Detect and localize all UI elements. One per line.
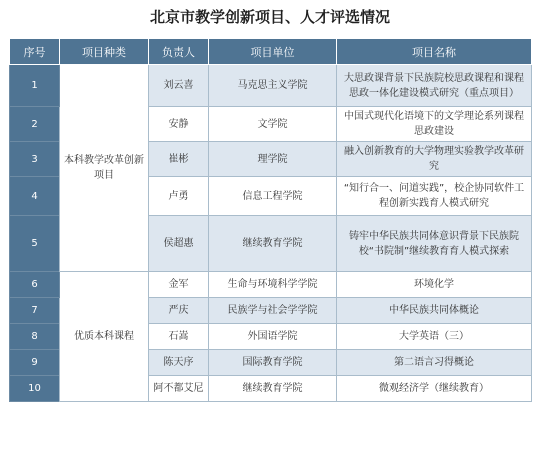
project-name-cell: 中国式现代化语境下的文学理论系列课程思政建设: [337, 107, 532, 142]
person-cell: 金军: [149, 272, 209, 298]
table-row: [10, 272, 532, 298]
column-header-category: 项目种类: [60, 39, 149, 65]
row-number: 2: [10, 107, 60, 142]
category-cell: 优质本科课程: [60, 272, 149, 402]
column-header-name: 项目名称: [337, 39, 532, 65]
person-cell: 陈天序: [149, 350, 209, 376]
project-name-cell: 大学英语（三）: [337, 324, 532, 350]
unit-cell: 信息工程学院: [209, 177, 337, 216]
project-name-cell: 环境化学: [337, 272, 532, 298]
project-name-cell: “知行合一、问道实践”，校企协同软件工程创新实践育人模式研究: [337, 177, 532, 216]
person-cell: 严庆: [149, 298, 209, 324]
person-cell: 侯超惠: [149, 216, 209, 272]
table-header-row: [10, 39, 532, 65]
unit-cell: 文学院: [209, 107, 337, 142]
column-header-person: 负责人: [149, 39, 209, 65]
category-cell: 本科教学改革创新项目: [60, 65, 149, 272]
project-name-cell: 大思政课背景下民族院校思政课程和课程思政一体化建设模式研究（重点项目）: [337, 65, 532, 107]
unit-cell: 外国语学院: [209, 324, 337, 350]
person-cell: 阿不都艾尼: [149, 376, 209, 402]
row-number: 7: [10, 298, 60, 324]
unit-cell: 生命与环境科学学院: [209, 272, 337, 298]
row-number: 3: [10, 142, 60, 177]
project-name-cell: 微观经济学（继续教育）: [337, 376, 532, 402]
row-number: 6: [10, 272, 60, 298]
unit-cell: 马克思主义学院: [209, 65, 337, 107]
unit-cell: 国际教育学院: [209, 350, 337, 376]
person-cell: 刘云喜: [149, 65, 209, 107]
row-number: 10: [10, 376, 60, 402]
person-cell: 卢勇: [149, 177, 209, 216]
project-name-cell: 融入创新教育的大学物理实验教学改革研究: [337, 142, 532, 177]
row-number: 1: [10, 65, 60, 107]
project-name-cell: 第二语言习得概论: [337, 350, 532, 376]
row-number: 4: [10, 177, 60, 216]
table-row: [10, 65, 532, 107]
project-name-cell: 中华民族共同体概论: [337, 298, 532, 324]
person-cell: 安静: [149, 107, 209, 142]
unit-cell: 民族学与社会学学院: [209, 298, 337, 324]
page-title: 北京市教学创新项目、人才评选情况: [149, 8, 390, 26]
column-header-unit: 项目单位: [209, 39, 337, 65]
project-table: [9, 38, 532, 402]
project-name-cell: 铸牢中华民族共同体意识背景下民族院校“书院制”继续教育育人模式探索: [337, 216, 532, 272]
column-header-seq: 序号: [10, 39, 60, 65]
unit-cell: 理学院: [209, 142, 337, 177]
person-cell: 石嵩: [149, 324, 209, 350]
row-number: 8: [10, 324, 60, 350]
row-number: 5: [10, 216, 60, 272]
person-cell: 崔彬: [149, 142, 209, 177]
unit-cell: 继续教育学院: [209, 216, 337, 272]
unit-cell: 继续教育学院: [209, 376, 337, 402]
row-number: 9: [10, 350, 60, 376]
